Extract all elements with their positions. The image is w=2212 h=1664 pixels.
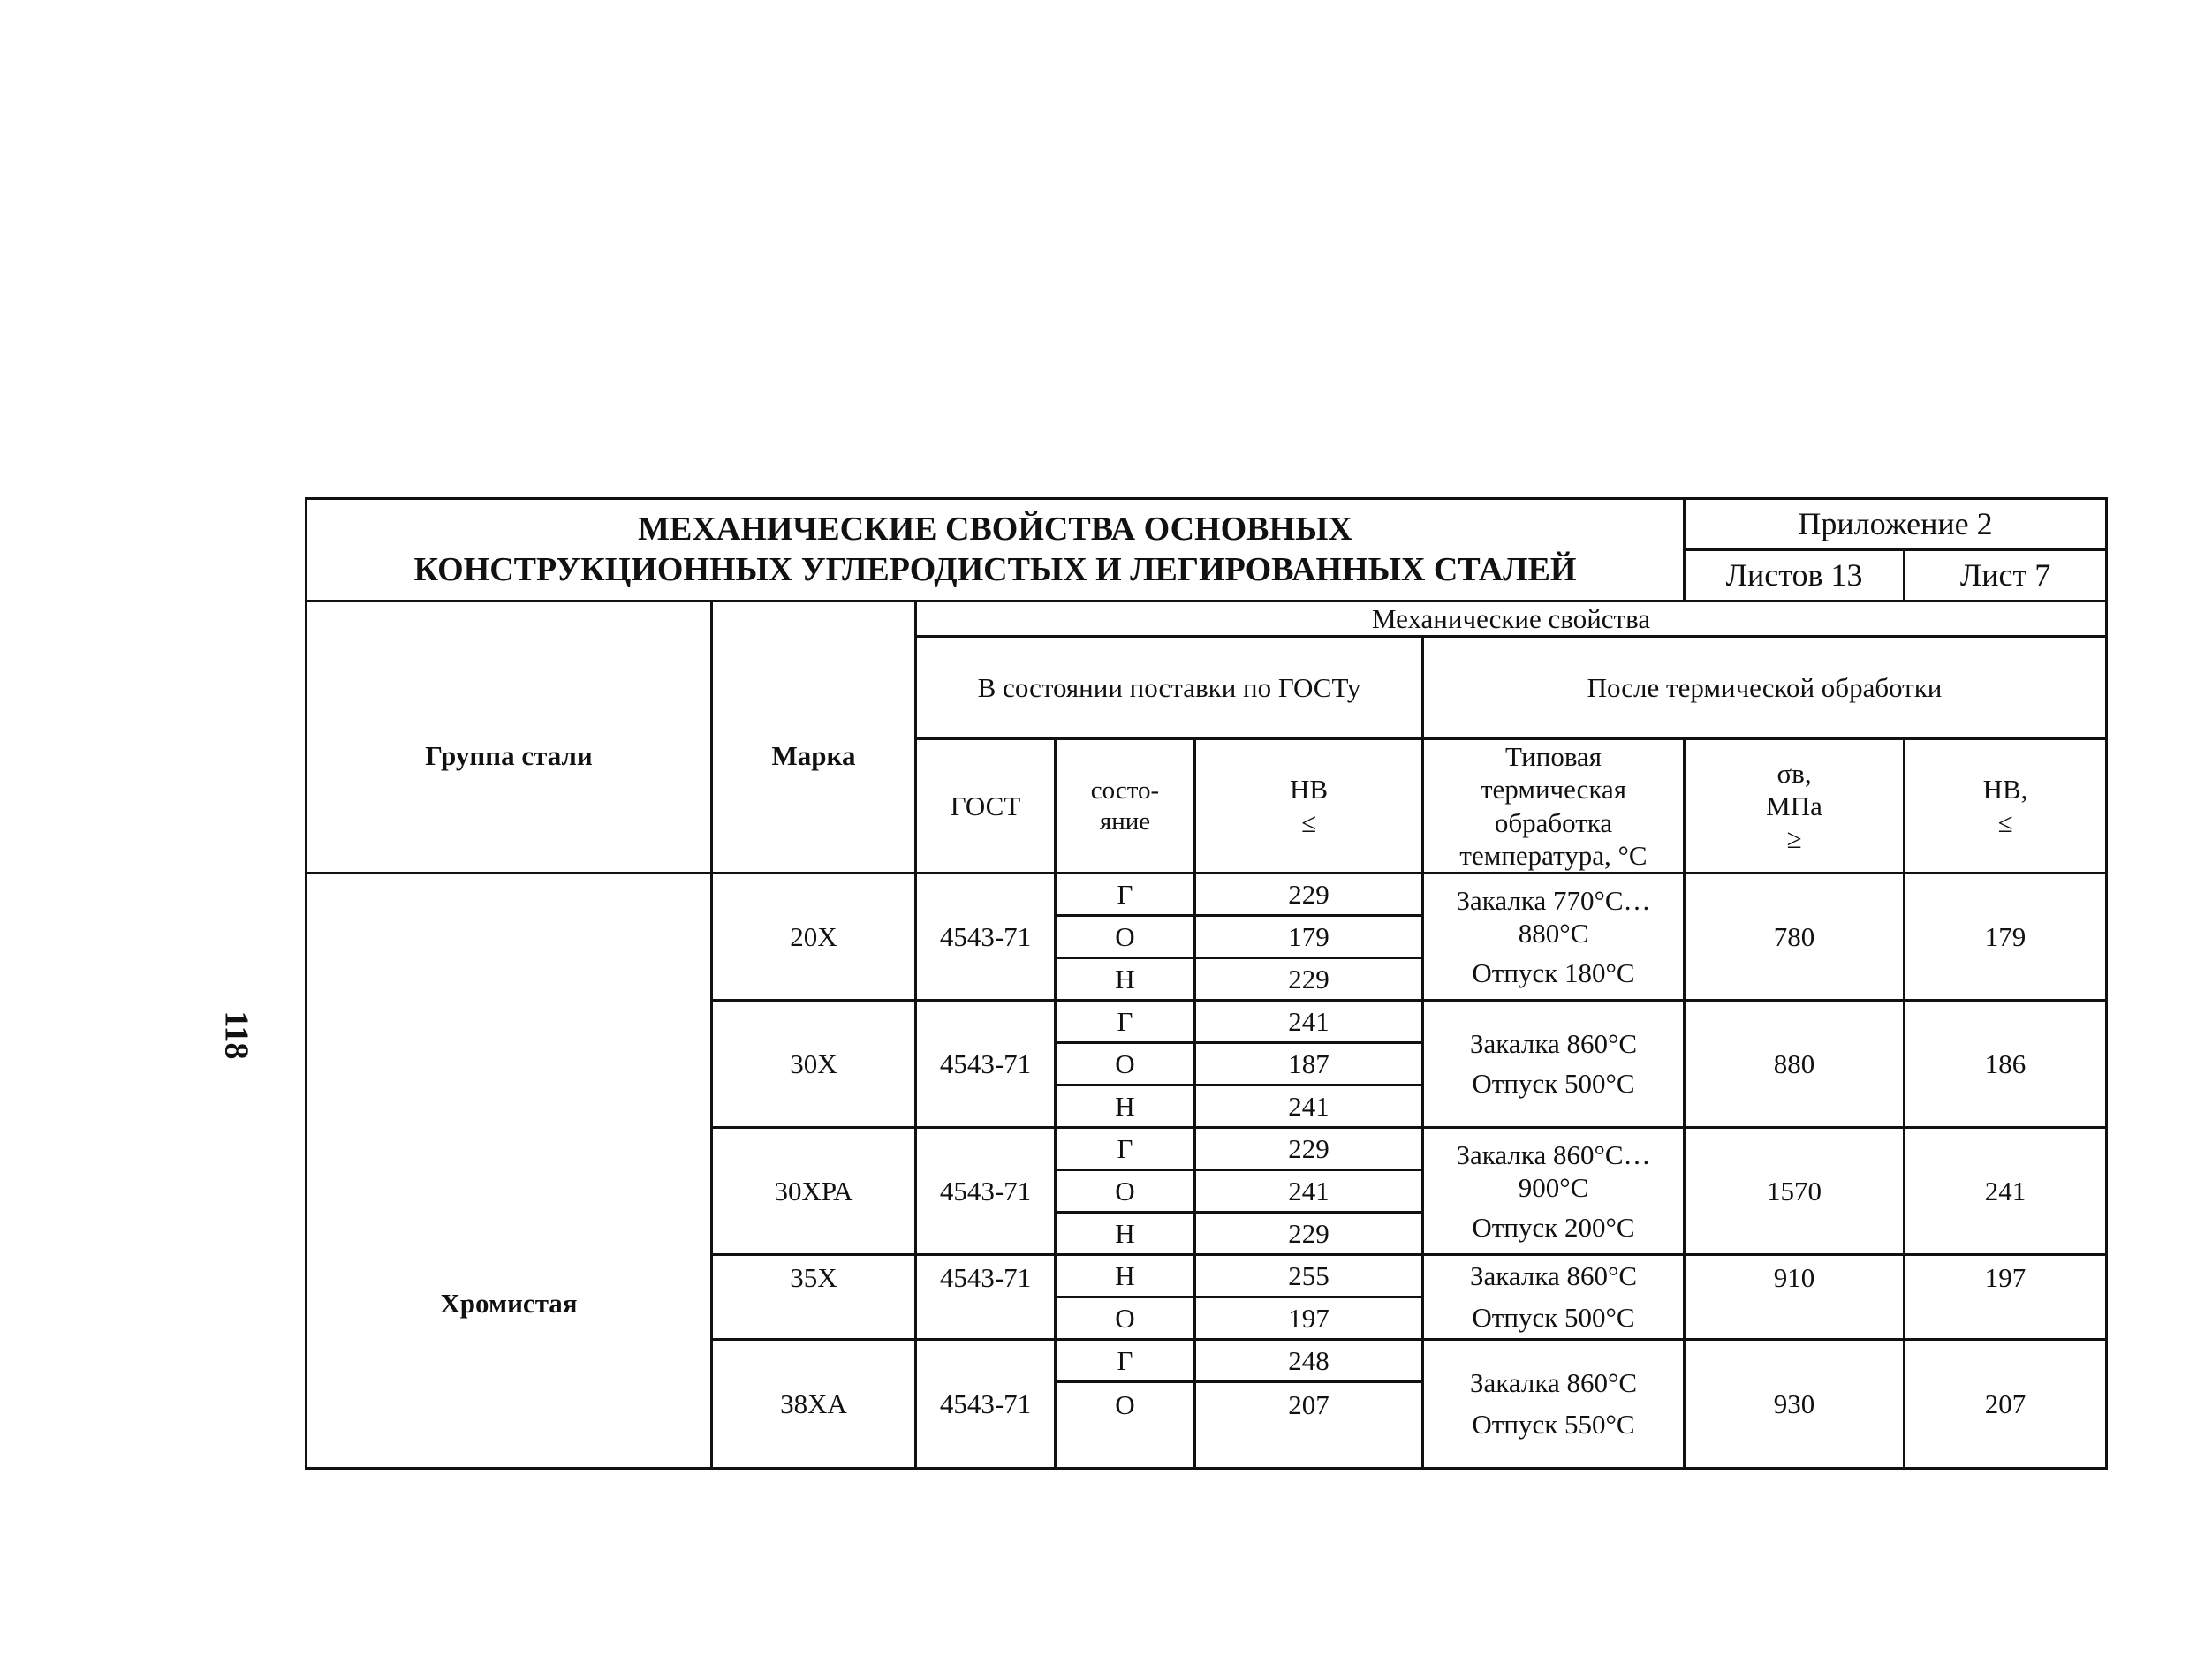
treatment-line-2: Отпуск 550°С <box>1472 1409 1635 1441</box>
hb-cell: 229 <box>1195 1212 1423 1254</box>
hb-after-cell: 241 <box>1905 1127 2107 1254</box>
treatment-line-1: Закалка 860°С <box>1469 1367 1638 1399</box>
treatment-line-1: Закалка 860°С <box>1469 1260 1638 1292</box>
gost-cell: 4543-71 <box>916 1254 1056 1339</box>
state-cell: О <box>1056 1042 1195 1085</box>
col-header-sigma <box>1685 739 1905 874</box>
state-cell: Г <box>1056 873 1195 915</box>
group-cell: Хромистая <box>307 873 712 1468</box>
state-cell: Г <box>1056 1000 1195 1042</box>
hb-after-header-line-2: ≤ <box>1997 806 2013 838</box>
treatment-cell <box>1423 1254 1685 1339</box>
hb-cell: 255 <box>1195 1254 1423 1297</box>
grade-cell: 20Х <box>712 873 916 1000</box>
col-header-typical-treatment <box>1423 739 1685 874</box>
col-header-mech-props: Механические свойства <box>916 601 2107 637</box>
treatment-line-2: Отпуск 200°С <box>1472 1212 1635 1244</box>
hb-cell: 229 <box>1195 1127 1423 1169</box>
hb-header-line-2: ≤ <box>1300 806 1316 838</box>
treatment-cell <box>1423 873 1685 1000</box>
treatment-line-2: Отпуск 500°С <box>1472 1302 1635 1334</box>
hb-after-cell: 197 <box>1905 1254 2107 1339</box>
typical-header-line-1: Типовая <box>1504 741 1602 773</box>
sigma-cell: 880 <box>1685 1000 1905 1127</box>
hb-after-header-line-1: НВ, <box>1982 774 2028 806</box>
treatment-line-1: Закалка 860°С <box>1469 1028 1638 1060</box>
title-line-1: МЕХАНИЧЕСКИЕ СВОЙСТВА ОСНОВНЫХ <box>638 510 1352 548</box>
gost-cell: 4543-71 <box>916 1339 1056 1468</box>
treatment-line-1: Закалка 860°С…900°С <box>1456 1138 1651 1203</box>
hb-header-line-1: НВ <box>1289 774 1329 806</box>
sigma-cell: 780 <box>1685 873 1905 1000</box>
col-header-delivery-state: В состоянии поставки по ГОСТу <box>916 637 1423 739</box>
hb-cell: 197 <box>1195 1297 1423 1339</box>
state-cell: О <box>1056 1169 1195 1212</box>
treatment-line-1: Закалка 770°С…880°С <box>1456 884 1651 949</box>
title-line-2: КОНСТРУКЦИОННЫХ УГЛЕРОДИСТЫХ И ЛЕГИРОВАННЫХ СТАЛЕЙ <box>413 550 1577 588</box>
col-header-after-heat: После термической обработки <box>1423 637 2107 739</box>
sigma-header-line-2: МПа <box>1766 790 1822 821</box>
hb-after-cell: 207 <box>1905 1339 2107 1468</box>
state-cell: Н <box>1056 1085 1195 1127</box>
grade-cell: 35Х <box>712 1254 916 1339</box>
treatment-cell <box>1423 1339 1685 1468</box>
sigma-cell: 910 <box>1685 1254 1905 1339</box>
treatment-line-2: Отпуск 180°С <box>1472 957 1635 989</box>
treatment-cell <box>1423 1000 1685 1127</box>
hb-cell: 248 <box>1195 1339 1423 1381</box>
grade-cell: 30ХРА <box>712 1127 916 1254</box>
page-number: 118 <box>217 1010 255 1060</box>
sheet-current: Лист 7 <box>1905 550 2107 601</box>
steel-properties-table <box>305 497 2108 1470</box>
appendix-label: Приложение 2 <box>1685 499 2107 550</box>
hb-cell: 229 <box>1195 873 1423 915</box>
sheets-total: Листов 13 <box>1685 550 1905 601</box>
treatment-line-2: Отпуск 500°С <box>1472 1068 1635 1100</box>
hb-cell: 229 <box>1195 957 1423 1000</box>
grade-cell: 30Х <box>712 1000 916 1127</box>
state-cell: О <box>1056 1297 1195 1339</box>
typical-header-line-3: температура, °С <box>1459 839 1648 871</box>
state-header-line-1: состо- <box>1090 775 1160 805</box>
state-cell: Г <box>1056 1127 1195 1169</box>
col-header-hb-after <box>1905 739 2107 874</box>
grade-cell: 38ХА <box>712 1339 916 1468</box>
col-header-grade: Марка <box>712 601 916 874</box>
hb-after-cell: 186 <box>1905 1000 2107 1127</box>
sigma-cell: 930 <box>1685 1339 1905 1468</box>
hb-cell: 187 <box>1195 1042 1423 1085</box>
hb-cell: 179 <box>1195 915 1423 957</box>
hb-after-cell: 179 <box>1905 873 2107 1000</box>
state-cell: Н <box>1056 1212 1195 1254</box>
hb-cell: 241 <box>1195 1000 1423 1042</box>
sigma-cell: 1570 <box>1685 1127 1905 1254</box>
state-cell: Н <box>1056 957 1195 1000</box>
state-cell: Г <box>1056 1339 1195 1381</box>
state-cell: О <box>1056 915 1195 957</box>
sigma-header-line-3: ≥ <box>1786 823 1802 855</box>
gost-cell: 4543-71 <box>916 873 1056 1000</box>
state-header-line-2: яние <box>1099 806 1151 836</box>
treatment-cell <box>1423 1127 1685 1254</box>
gost-cell: 4543-71 <box>916 1000 1056 1127</box>
typical-header-line-2: термическая обработка <box>1480 774 1627 838</box>
state-cell: Н <box>1056 1254 1195 1297</box>
col-header-gost: ГОСТ <box>916 739 1056 874</box>
hb-cell: 241 <box>1195 1085 1423 1127</box>
sheet-title <box>307 499 1685 601</box>
state-cell: О <box>1056 1381 1195 1468</box>
sigma-header-line-1: σв, <box>1776 757 1812 789</box>
col-header-state <box>1056 739 1195 874</box>
hb-cell: 207 <box>1195 1381 1423 1468</box>
gost-cell: 4543-71 <box>916 1127 1056 1254</box>
col-header-hb <box>1195 739 1423 874</box>
col-header-group: Группа стали <box>307 601 712 874</box>
hb-cell: 241 <box>1195 1169 1423 1212</box>
